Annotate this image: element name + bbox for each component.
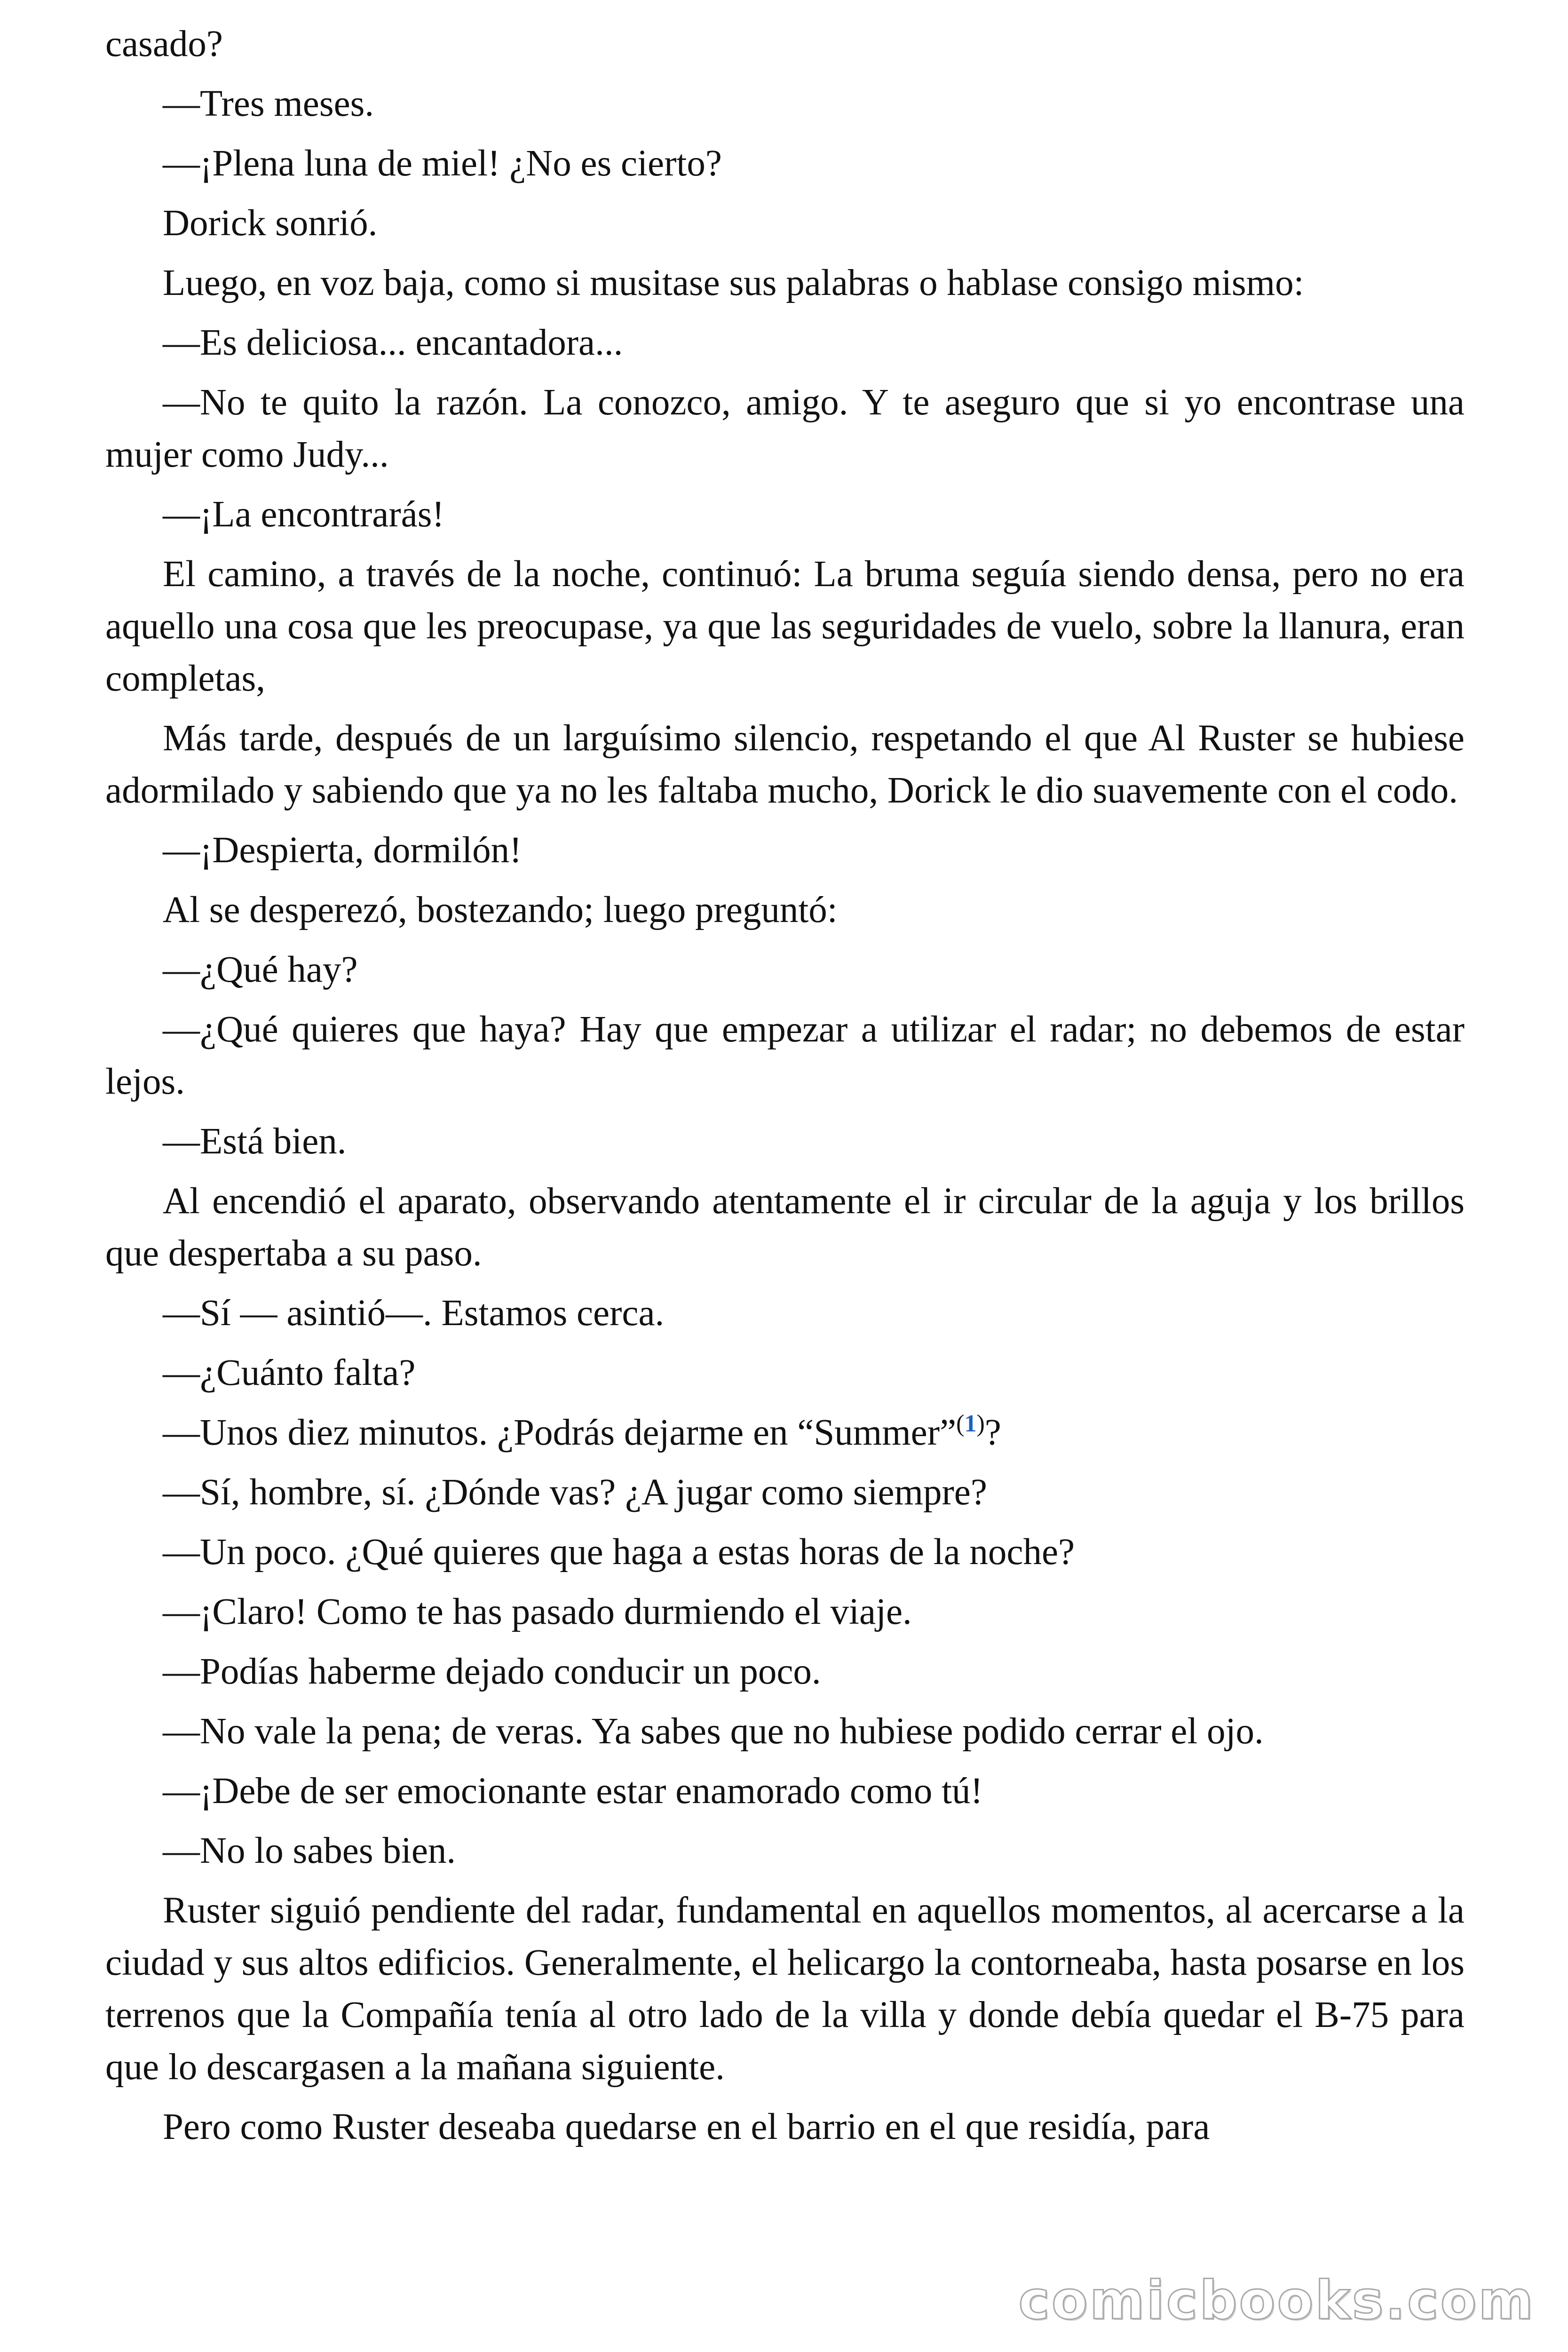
paragraph-text: casado? [105,24,223,64]
paragraph-text: —¡La encontrarás! [163,494,444,535]
paragraph [105,197,1465,249]
book-page-body [105,18,1465,2161]
paragraph [105,944,1465,996]
paragraph [105,376,1465,481]
paragraph [105,1586,1465,1638]
paragraph [105,824,1465,876]
paragraph [105,1003,1465,1108]
paragraph [105,1406,1465,1459]
watermark-logo: comicbooks.com [1018,2270,1535,2331]
paragraph [105,1825,1465,1877]
paragraph-text: —Sí, hombre, sí. ¿Dónde vas? ¿A jugar como siempre? [163,1472,987,1513]
paragraph-text: —¿Cuánto falta? [163,1352,416,1393]
paragraph-text: —No lo sabes bien. [163,1830,456,1871]
paragraph [105,712,1465,817]
paragraph [105,884,1465,936]
paragraph [105,257,1465,309]
paragraph-text: Dorick sonrió. [163,203,378,244]
paragraph-text: —¡Claro! Como te has pasado durmiendo el viaje. [163,1591,912,1632]
footnote-close-paren: ) [976,1410,985,1437]
paragraph [105,18,1465,70]
paragraph-text: —¿Qué hay? [163,949,358,990]
paragraph [105,1705,1465,1757]
paragraph-text: —Está bien. [163,1121,347,1162]
paragraph-text: —Unos diez minutos. ¿Podrás dejarme en “Summer” [163,1412,957,1453]
paragraph [105,317,1465,369]
footnote-open-paren: ( [956,1410,965,1437]
paragraph-text: Al se desperezó, bostezando; luego preguntó: [163,890,838,930]
paragraph [105,1645,1465,1698]
footnote-marker [956,1410,985,1437]
paragraph [105,78,1465,130]
paragraph [105,2101,1465,2153]
paragraph-text: —¡Plena luna de miel! ¿No es cierto? [163,143,722,184]
paragraph-text: Pero como Ruster deseaba quedarse en el barrio en el que residía, para [163,2106,1210,2147]
paragraph-text: —Sí — asintió—. Estamos cerca. [163,1293,665,1334]
paragraph [105,488,1465,540]
paragraph-text: —No te quito la razón. La conozco, amigo. Y te aseguro que si yo encontrase una mujer como Judy... [105,382,1465,475]
footnote-link[interactable]: 1 [964,1410,977,1437]
paragraph-text-after-footnote: ? [984,1412,1001,1453]
paragraph [105,1115,1465,1168]
paragraph-text: —¿Qué quieres que haya? Hay que empezar a utilizar el radar; no debemos de estar lejos. [105,1009,1465,1102]
paragraph [105,1526,1465,1578]
paragraph-text: Ruster siguió pendiente del radar, fundamental en aquellos momentos, al acercarse a la ciudad y sus altos edificios. Generalmente, el helicargo la contorneaba, hasta posarse en los terrenos que la Compañía tenía al otro lado de la villa y donde debía quedar el B-75 para que lo descargasen a la mañana siguiente. [105,1890,1465,2088]
paragraph-text: —Es deliciosa... encantadora... [163,322,623,363]
paragraph-text: —No vale la pena; de veras. Ya sabes que no hubiese podido cerrar el ojo. [163,1711,1264,1752]
paragraph-text: —¡Debe de ser emocionante estar enamorado como tú! [163,1771,983,1812]
paragraph [105,137,1465,190]
paragraph-text: El camino, a través de la noche, continuó: La bruma seguía siendo densa, pero no era aquello una cosa que les preocupase, ya que las seguridades de vuelo, sobre la llanura, eran completas, [105,554,1465,699]
paragraph [105,1466,1465,1518]
paragraph-text: —¡Despierta, dormilón! [163,830,522,871]
paragraph [105,1347,1465,1399]
paragraph-text: Al encendió el aparato, observando atentamente el ir circular de la aguja y los brillos que despertaba a su paso. [105,1181,1465,1274]
paragraph [105,1884,1465,2093]
paragraph-text: —Podías haberme dejado conducir un poco. [163,1651,821,1692]
paragraph-text: —Tres meses. [163,83,374,124]
paragraph [105,1175,1465,1279]
paragraph-text: Más tarde, después de un larguísimo silencio, respetando el que Al Ruster se hubiese adormilado y sabiendo que ya no les faltaba mucho, Dorick le dio suavemente con el codo. [105,718,1465,811]
paragraph [105,1287,1465,1339]
paragraph-text: Luego, en voz baja, como si musitase sus palabras o hablase consigo mismo: [163,262,1304,303]
paragraph [105,1765,1465,1817]
paragraph [105,548,1465,705]
paragraph-text: —Un poco. ¿Qué quieres que haga a estas horas de la noche? [163,1532,1075,1573]
